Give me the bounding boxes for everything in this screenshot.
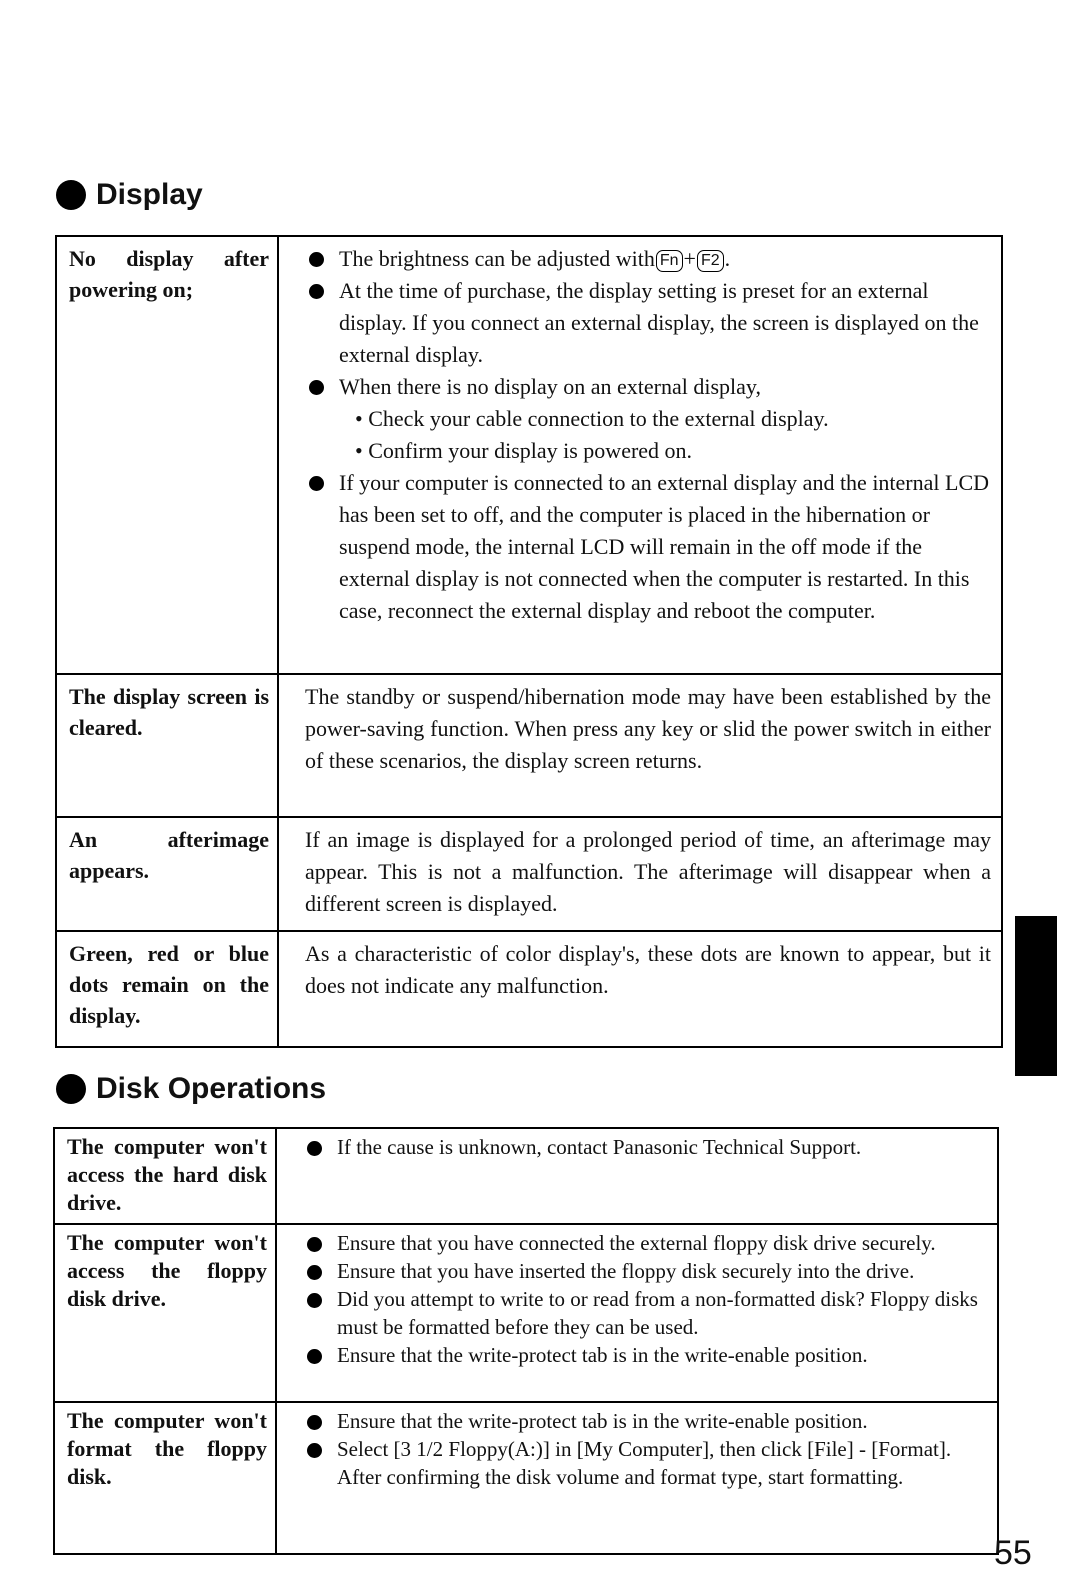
table-row — [56, 931, 1002, 1047]
solution-bullet: Ensure that you have connected the external floppy disk drive securely. — [303, 1229, 987, 1257]
solution-cell — [278, 931, 1002, 1047]
table-row — [56, 236, 1002, 674]
solution-bullet: Ensure that you have inserted the floppy disk securely into the drive. — [303, 1257, 987, 1285]
solution-cell — [276, 1128, 998, 1224]
solution-text: As a characteristic of color display's, these dots are known to appear, but it does not indicate any malfunction. — [305, 941, 991, 998]
table-row — [56, 817, 1002, 931]
solution-bullet: At the time of purchase, the display setting is preset for an external display. If you connect an external display, the screen is displayed on the external display. — [305, 275, 991, 371]
section-tab-marker — [1015, 916, 1057, 1076]
table-row — [56, 674, 1002, 817]
fn-key-icon: Fn — [656, 250, 683, 272]
display-troubleshooting-table — [55, 235, 1003, 1048]
solution-bullet: Did you attempt to write to or read from a non-formatted disk? Floppy disks must be formatted before they can be used. — [303, 1285, 987, 1341]
solution-bullet: The brightness can be adjusted with Fn + F2 . — [305, 243, 991, 275]
solution-cell — [276, 1224, 998, 1402]
problem-cell: The computer won't access the hard disk drive. — [54, 1128, 276, 1224]
solution-cell — [278, 674, 1002, 817]
disk-troubleshooting-table — [53, 1127, 999, 1555]
solution-bullet: When there is no display on an external display, — [305, 371, 991, 403]
problem-cell: The display screen is cleared. — [56, 674, 278, 817]
section-title: Display — [96, 178, 203, 211]
section-heading-display — [56, 178, 203, 212]
table-row — [54, 1128, 998, 1224]
solution-text: The standby or suspend/hibernation mode may have been established by the power-saving function. When press any key or slid the power switch in either of these scenarios, the display screen returns. — [305, 684, 991, 773]
solution-bullet: Select [3 1/2 Floppy(A:)] in [My Computer], then click [File] - [Format]. After confirming the disk volume and format type, start formatting. — [303, 1435, 987, 1491]
problem-cell: The computer won't access the floppy disk drive. — [54, 1224, 276, 1402]
solution-bullet: If your computer is connected to an external display and the internal LCD has been set to off, and the computer is placed in the hibernation or suspend mode, the internal LCD will remain in the off mode if the external display is not connected when the computer is restarted. In this case, reconnect the external display and reboot the computer. — [305, 467, 991, 627]
table-row — [54, 1224, 998, 1402]
solution-sub-item: • Check your cable connection to the external display. — [355, 406, 829, 431]
bullet-icon — [56, 180, 86, 210]
section-heading-disk-operations — [56, 1072, 326, 1106]
bullet-icon — [56, 1074, 86, 1104]
solution-bullet: If the cause is unknown, contact Panasonic Technical Support. — [303, 1133, 987, 1161]
problem-cell: No display after powering on; — [56, 236, 278, 674]
solution-cell — [278, 236, 1002, 674]
solution-sub-item: • Confirm your display is powered on. — [355, 438, 693, 463]
problem-cell: Green, red or blue dots remain on the display. — [56, 931, 278, 1047]
solution-text: If an image is displayed for a prolonged period of time, an afterimage may appear. This is not a malfunction. The afterimage will disappear when a different screen is displayed. — [305, 827, 991, 916]
page-number: 55 — [994, 1534, 1032, 1572]
f2-key-icon: F2 — [697, 250, 724, 272]
solution-cell — [276, 1402, 998, 1554]
solution-bullet: Ensure that the write-protect tab is in the write-enable position. — [303, 1341, 987, 1369]
table-row — [54, 1402, 998, 1554]
problem-cell: The computer won't format the floppy disk. — [54, 1402, 276, 1554]
solution-bullet: Ensure that the write-protect tab is in the write-enable position. — [303, 1407, 987, 1435]
section-title: Disk Operations — [96, 1072, 327, 1105]
problem-cell: An afterimage appears. — [56, 817, 278, 931]
solution-cell — [278, 817, 1002, 931]
